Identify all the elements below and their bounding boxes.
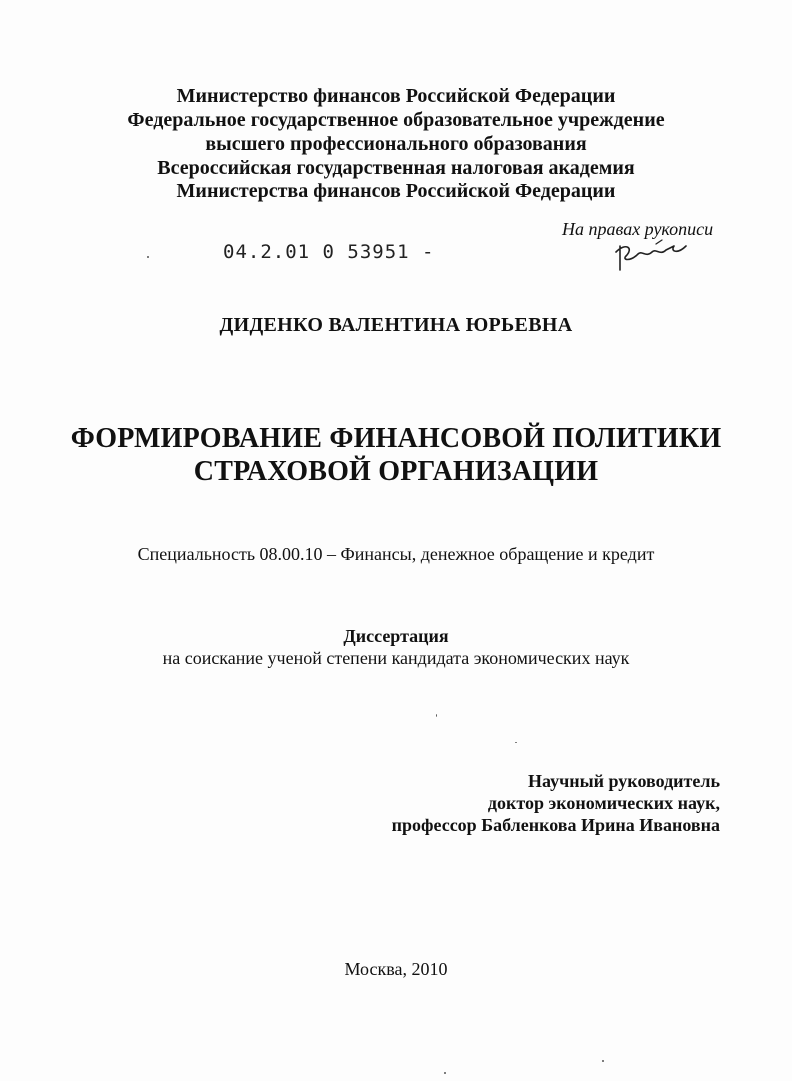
signature-image xyxy=(612,238,692,274)
work-degree: на соискание ученой степени кандидата экономических наук xyxy=(162,648,630,668)
author-name: ДИДЕНКО ВАЛЕНТИНА ЮРЬЕВНА xyxy=(219,314,573,336)
work-type: Диссертация xyxy=(343,626,449,646)
city-year: Москва, 2010 xyxy=(344,959,448,979)
header-institution: Федеральное государственное образовательное учреждение xyxy=(127,109,665,131)
scan-speck xyxy=(444,1072,446,1074)
title-line-2: СТРАХОВОЙ ОРГАНИЗАЦИИ xyxy=(193,456,599,487)
header-ministry-of: Министерства финансов Российской Федерации xyxy=(176,180,616,202)
scan-speck xyxy=(515,742,517,743)
scan-speck xyxy=(147,256,149,258)
rights-note: На правах рукописи xyxy=(562,219,714,239)
registration-code: 04.2.01 0 53951 - xyxy=(223,241,435,263)
header-education-level: высшего профессионального образования xyxy=(205,133,587,155)
scan-speck xyxy=(602,1060,604,1062)
scan-speck xyxy=(436,714,437,717)
header-ministry: Министерство финансов Российской Федерации xyxy=(176,85,616,107)
specialty: Специальность 08.00.10 – Финансы, денежное обращение и кредит xyxy=(137,544,655,564)
supervisor-name: профессор Бабленкова Ирина Ивановна xyxy=(391,815,720,835)
title-line-1: ФОРМИРОВАНИЕ ФИНАНСОВОЙ ПОЛИТИКИ xyxy=(70,423,722,454)
supervisor-degree: доктор экономических наук, xyxy=(487,793,720,813)
supervisor-label: Научный руководитель xyxy=(528,771,720,791)
header-academy: Всероссийская государственная налоговая академия xyxy=(157,157,635,179)
